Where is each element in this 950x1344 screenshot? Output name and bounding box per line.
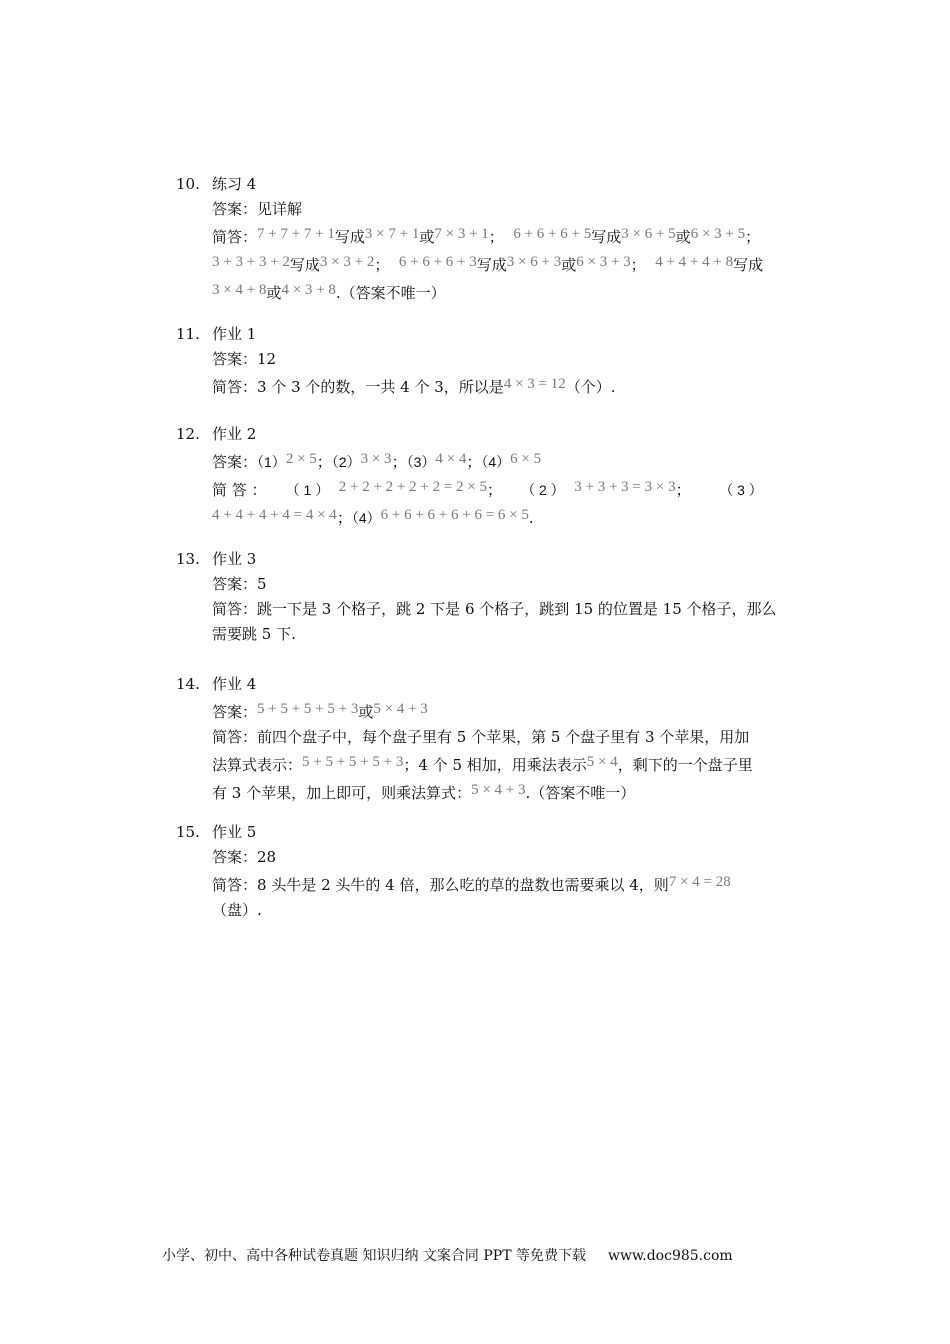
separator: .	[528, 509, 534, 527]
brief-part-label: （ 3 ）	[719, 482, 763, 498]
brief-text: 写成	[289, 256, 320, 274]
answer-line	[212, 347, 816, 372]
math-expression: 7 + 7 + 7 + 1	[257, 226, 335, 242]
math-expression: 3 + 3 + 3 = 3 × 3	[574, 479, 676, 495]
answer-part-label: （1）	[257, 454, 286, 470]
math-expression: 5 × 4 + 3	[471, 782, 526, 798]
brief-text: .（答案不唯一）	[335, 284, 446, 302]
separator: ；	[336, 509, 352, 527]
math-expression: 3 × 6 + 3	[506, 254, 562, 270]
math-expression: 6 + 6 + 6 + 6 + 6 = 6 × 5	[380, 507, 529, 523]
brief-line	[212, 475, 816, 503]
math-expression: 6 + 6 + 6 + 5	[513, 226, 592, 242]
brief-text: 前四个盘子中，每个盘子里有 5 个苹果，第 5 个盘子里有 3 个苹果，用加	[257, 728, 750, 746]
brief-label: 简答：	[212, 728, 258, 746]
math-expression: 3 × 3 + 2	[319, 254, 375, 270]
math-expression: 4 + 4 + 4 + 8	[655, 254, 734, 270]
separator: ；	[316, 453, 332, 471]
math-expression: 2 + 2 + 2 + 2 + 2 = 2 × 5	[338, 479, 488, 495]
answer-line	[212, 572, 816, 597]
answer-value: 见详解	[257, 200, 303, 218]
brief-text: ；	[745, 228, 761, 246]
answer-part-label: （2）	[331, 454, 361, 470]
item-number: 12.	[176, 425, 200, 443]
brief-line	[212, 597, 816, 622]
item-heading	[176, 820, 816, 845]
math-expression: 5 + 5 + 5 + 5 + 3	[302, 754, 404, 770]
brief-text: 8 头牛是 2 头牛的 4 倍，那么吃的草的盘数也需要乘以 4，则	[257, 876, 669, 894]
brief-text: ；	[630, 256, 646, 274]
answer-line	[212, 197, 816, 222]
brief-text: 或	[675, 228, 691, 246]
brief-label: 简 答 ：	[212, 481, 267, 499]
answer-item-14	[176, 672, 816, 806]
answer-part-label: （3）	[406, 454, 436, 470]
math-expression: 3 × 6 + 5	[621, 226, 676, 242]
answer-item-10	[176, 172, 816, 306]
answer-text: 或	[358, 703, 374, 721]
brief-part-label: （ 1 ）	[285, 482, 330, 498]
item-heading	[176, 172, 816, 197]
answer-value: 5	[257, 575, 267, 593]
item-heading	[176, 672, 816, 697]
page-footer	[162, 1246, 802, 1266]
brief-text: ；	[488, 228, 504, 246]
math-expression: 4 × 3 + 8	[281, 282, 336, 298]
brief-text: ；4 个 5 相加，用乘法表示	[403, 756, 587, 774]
separator: ；	[466, 453, 482, 471]
brief-text: 有 3 个苹果，加上即可，则乘法算式：	[212, 784, 472, 802]
brief-text: 写成	[334, 228, 365, 246]
math-expression: 7 × 4 = 28	[668, 874, 731, 890]
footer-text: 小学、初中、高中各种试卷真题 知识归纳 文案合同 PPT 等免费下载	[162, 1248, 586, 1264]
math-expression: 5 × 4 + 3	[373, 701, 428, 717]
answer-line	[212, 447, 816, 475]
math-expression: 3 × 4 + 8	[212, 282, 267, 298]
brief-line	[212, 222, 816, 250]
footer-url: www.doc985.com	[607, 1248, 733, 1264]
item-number: 14.	[176, 675, 200, 693]
answer-item-15	[176, 820, 816, 923]
brief-text: ，剩下的一个盘子里	[617, 756, 753, 774]
item-number: 10.	[176, 175, 200, 193]
answer-value: 28	[257, 848, 277, 866]
brief-text: 跳一下是 3 个格子，跳 2 下是 6 个格子，跳到 15 的位置是 15 个格子，那么	[257, 600, 777, 618]
answer-part-label: （4）	[481, 454, 511, 470]
math-expression: 6 + 6 + 6 + 3	[398, 254, 477, 270]
brief-label: 简答：	[212, 378, 258, 396]
brief-text: 法算式表示：	[212, 756, 303, 774]
math-expression: 2 × 5	[285, 451, 317, 467]
brief-line	[212, 250, 816, 278]
separator: ；	[675, 481, 691, 499]
separator: ；	[487, 481, 503, 499]
item-number: 13.	[176, 550, 200, 568]
answer-item-13	[176, 547, 816, 647]
item-title: 作业 5	[212, 823, 257, 841]
answer-label: 答案：	[212, 848, 258, 866]
math-expression: 5 × 4	[586, 754, 618, 770]
answer-item-11	[176, 322, 816, 400]
brief-text: 3 个 3 个的数，一共 4 个 3，所以是	[257, 378, 504, 396]
brief-line	[212, 898, 816, 923]
brief-part-label: （4）	[351, 510, 381, 526]
brief-text: 写成	[591, 228, 622, 246]
answer-label: 答案：	[212, 453, 258, 471]
math-expression: 6 × 5	[510, 451, 542, 467]
brief-line	[212, 278, 816, 306]
math-expression: 3 × 7 + 1	[364, 226, 420, 242]
brief-text: 需要跳 5 下.	[212, 625, 296, 643]
math-expression: 4 × 3 = 12	[503, 376, 566, 392]
brief-text: ；	[374, 256, 390, 274]
brief-text: （个）.	[565, 378, 616, 396]
item-heading	[176, 322, 816, 347]
answer-line	[212, 697, 816, 725]
brief-text: 或	[561, 256, 577, 274]
brief-text: 或	[419, 228, 435, 246]
brief-part-label: （ 2 ）	[521, 482, 565, 498]
answer-label: 答案：	[212, 200, 258, 218]
answer-item-12	[176, 422, 816, 531]
answer-label: 答案：	[212, 703, 258, 721]
math-expression: 6 × 3 + 5	[690, 226, 746, 242]
math-expression: 3 × 3	[360, 451, 392, 467]
brief-line	[212, 870, 816, 898]
item-title: 作业 1	[212, 325, 257, 343]
item-heading	[176, 547, 816, 572]
item-title: 作业 2	[212, 425, 257, 443]
math-expression: 5 + 5 + 5 + 5 + 3	[257, 701, 359, 717]
separator: ；	[391, 453, 407, 471]
brief-line	[212, 750, 816, 778]
item-number: 11.	[176, 325, 200, 343]
brief-text: 写成	[733, 256, 764, 274]
brief-text: 或	[266, 284, 282, 302]
answer-line	[212, 845, 816, 870]
item-heading	[176, 422, 816, 447]
brief-label: 简答：	[212, 876, 258, 894]
brief-line	[212, 725, 816, 750]
brief-line	[212, 622, 816, 647]
brief-text: （盘）.	[212, 901, 262, 919]
brief-label: 简答：	[212, 600, 258, 618]
brief-label: 简答：	[212, 228, 258, 246]
brief-text: 写成	[476, 256, 507, 274]
math-expression: 3 + 3 + 3 + 2	[212, 254, 290, 270]
brief-line	[212, 503, 816, 531]
math-expression: 4 × 4	[435, 451, 467, 467]
math-expression: 6 × 3 + 3	[576, 254, 631, 270]
item-number: 15.	[176, 823, 200, 841]
math-expression: 7 × 3 + 1	[434, 226, 489, 242]
item-title: 作业 4	[212, 675, 257, 693]
brief-line	[212, 778, 816, 806]
brief-line	[212, 372, 816, 400]
answer-label: 答案：	[212, 575, 258, 593]
item-title: 练习 4	[212, 175, 257, 193]
answer-value: 12	[257, 350, 277, 368]
brief-text: .（答案不唯一）	[525, 784, 636, 802]
item-title: 作业 3	[212, 550, 257, 568]
math-expression: 4 + 4 + 4 + 4 = 4 × 4	[212, 507, 337, 523]
answer-label: 答案：	[212, 350, 258, 368]
